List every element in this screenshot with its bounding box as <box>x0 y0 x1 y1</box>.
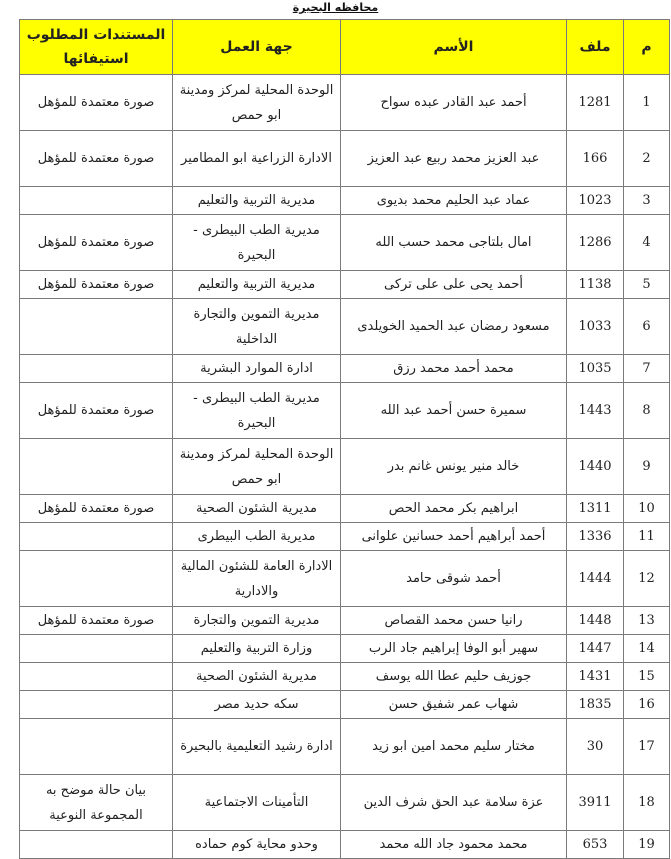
cell-employer: التأمينات الاجتماعية <box>173 775 341 831</box>
cell-name: رانيا حسن محمد القصاص <box>341 607 567 635</box>
cell-m: 9 <box>624 439 670 495</box>
cell-file: 1431 <box>567 663 624 691</box>
cell-name: مسعود رمضان عبد الحميد الخويلدى <box>341 299 567 355</box>
table-row <box>20 215 670 271</box>
header-file: ملف <box>567 20 624 75</box>
table-row <box>20 299 670 355</box>
cell-name: خالد منير يونس غانم بدر <box>341 439 567 495</box>
cell-documents <box>20 691 173 719</box>
cell-m: 1 <box>624 75 670 131</box>
cell-file: 1138 <box>567 271 624 299</box>
cell-employer: الادارة العامة للشئون المالية والادارية <box>173 551 341 607</box>
employees-table <box>19 19 670 859</box>
cell-employer: ادارة رشيد التعليمية بالبحيرة <box>173 719 341 775</box>
cell-file: 1286 <box>567 215 624 271</box>
cell-name: أحمد أبراهيم أحمد حسانين علوانى <box>341 523 567 551</box>
cell-m: 17 <box>624 719 670 775</box>
cell-file: 1336 <box>567 523 624 551</box>
table-row <box>20 775 670 831</box>
cell-documents: صورة معتمدة للمؤهل <box>20 607 173 635</box>
header-name: الأسم <box>341 20 567 75</box>
cell-documents: صورة معتمدة للمؤهل <box>20 215 173 271</box>
cell-employer: سكه حديد مصر <box>173 691 341 719</box>
cell-documents <box>20 439 173 495</box>
cell-documents <box>20 551 173 607</box>
cell-documents <box>20 299 173 355</box>
cell-file: 653 <box>567 831 624 859</box>
cell-documents: صورة معتمدة للمؤهل <box>20 271 173 299</box>
cell-m: 13 <box>624 607 670 635</box>
cell-documents <box>20 635 173 663</box>
cell-employer: مديرية التموين والتجارة <box>173 607 341 635</box>
table-row <box>20 691 670 719</box>
cell-documents: صورة معتمدة للمؤهل <box>20 495 173 523</box>
cell-file: 1444 <box>567 551 624 607</box>
table-row <box>20 607 670 635</box>
cell-employer: مديرية الطب البيطرى - البحيرة <box>173 383 341 439</box>
cell-employer: الوحدة المحلية لمركز ومدينة ابو حمص <box>173 75 341 131</box>
table-header-row <box>20 20 670 75</box>
cell-file: 1440 <box>567 439 624 495</box>
table-row <box>20 831 670 859</box>
cell-m: 8 <box>624 383 670 439</box>
cell-m: 15 <box>624 663 670 691</box>
cell-file: 166 <box>567 131 624 187</box>
cell-m: 4 <box>624 215 670 271</box>
cell-m: 18 <box>624 775 670 831</box>
cell-m: 5 <box>624 271 670 299</box>
cell-documents: صورة معتمدة للمؤهل <box>20 131 173 187</box>
header-employer: جهة العمل <box>173 20 341 75</box>
table-row <box>20 551 670 607</box>
cell-documents <box>20 523 173 551</box>
cell-file: 1311 <box>567 495 624 523</box>
cell-m: 10 <box>624 495 670 523</box>
cell-name: سميرة حسن أحمد عبد الله <box>341 383 567 439</box>
cell-employer: ادارة الموارد البشرية <box>173 355 341 383</box>
cell-documents: صورة معتمدة للمؤهل <box>20 383 173 439</box>
cell-m: 16 <box>624 691 670 719</box>
table-row <box>20 523 670 551</box>
cell-name: عزة سلامة عبد الحق شرف الدين <box>341 775 567 831</box>
cell-m: 2 <box>624 131 670 187</box>
cell-name: امال بلتاجى محمد حسب الله <box>341 215 567 271</box>
cell-m: 11 <box>624 523 670 551</box>
cell-file: 1447 <box>567 635 624 663</box>
cell-employer: الوحدة المحلية لمركز ومدينة ابو حمص <box>173 439 341 495</box>
cell-name: عبد العزيز محمد ربيع عبد العزيز <box>341 131 567 187</box>
cell-file: 3911 <box>567 775 624 831</box>
table-row <box>20 383 670 439</box>
cell-m: 12 <box>624 551 670 607</box>
cell-file: 1835 <box>567 691 624 719</box>
cell-employer: مديرية التموين والتجارة الداخلية <box>173 299 341 355</box>
cell-name: محمد أحمد محمد رزق <box>341 355 567 383</box>
cell-name: شهاب عمر شفيق حسن <box>341 691 567 719</box>
cell-name: مختار سليم محمد امين ابو زيد <box>341 719 567 775</box>
table-row <box>20 355 670 383</box>
table-row <box>20 635 670 663</box>
cell-documents <box>20 355 173 383</box>
cell-name: جوزيف حليم عطا الله يوسف <box>341 663 567 691</box>
table-row <box>20 271 670 299</box>
table-row <box>20 495 670 523</box>
table-row <box>20 75 670 131</box>
cell-documents: صورة معتمدة للمؤهل <box>20 75 173 131</box>
cell-documents <box>20 663 173 691</box>
cell-file: 30 <box>567 719 624 775</box>
cell-employer: الادارة الزراعية ابو المطامير <box>173 131 341 187</box>
cell-name: سهير أبو الوفا إبراهيم جاد الرب <box>341 635 567 663</box>
cell-file: 1035 <box>567 355 624 383</box>
table-row <box>20 131 670 187</box>
table-row <box>20 187 670 215</box>
header-documents: المستندات المطلوب استيفائها <box>20 20 173 75</box>
table-body <box>20 75 670 859</box>
cell-employer: مديرية التربية والتعليم <box>173 271 341 299</box>
table-row <box>20 663 670 691</box>
cell-employer: مديرية الشئون الصحية <box>173 663 341 691</box>
cell-employer: مديرية التربية والتعليم <box>173 187 341 215</box>
header-m: م <box>624 20 670 75</box>
cell-employer: مديرية الطب البيطرى <box>173 523 341 551</box>
cell-m: 14 <box>624 635 670 663</box>
cell-name: ابراهيم بكر محمد الحص <box>341 495 567 523</box>
cell-name: أحمد شوقى حامد <box>341 551 567 607</box>
table-row <box>20 719 670 775</box>
cell-name: عماد عبد الحليم محمد بديوى <box>341 187 567 215</box>
cell-documents <box>20 831 173 859</box>
cell-employer: مديرية الشئون الصحية <box>173 495 341 523</box>
cell-name: أحمد عبد القادر عبده سواح <box>341 75 567 131</box>
page-title: محافظه البحيرة <box>292 1 379 14</box>
table-row <box>20 439 670 495</box>
cell-m: 3 <box>624 187 670 215</box>
cell-m: 6 <box>624 299 670 355</box>
cell-employer: مديرية الطب البيطرى - البحيرة <box>173 215 341 271</box>
cell-m: 19 <box>624 831 670 859</box>
cell-documents <box>20 187 173 215</box>
cell-file: 1448 <box>567 607 624 635</box>
cell-documents <box>20 719 173 775</box>
cell-m: 7 <box>624 355 670 383</box>
cell-employer: وحدو محاية كوم حماده <box>173 831 341 859</box>
cell-name: محمد محمود جاد الله محمد <box>341 831 567 859</box>
cell-file: 1281 <box>567 75 624 131</box>
cell-file: 1023 <box>567 187 624 215</box>
cell-file: 1033 <box>567 299 624 355</box>
cell-name: أحمد يحى على على تركى <box>341 271 567 299</box>
cell-documents: بيان حالة موضح به المجموعة النوعية <box>20 775 173 831</box>
cell-file: 1443 <box>567 383 624 439</box>
cell-employer: وزارة التربية والتعليم <box>173 635 341 663</box>
